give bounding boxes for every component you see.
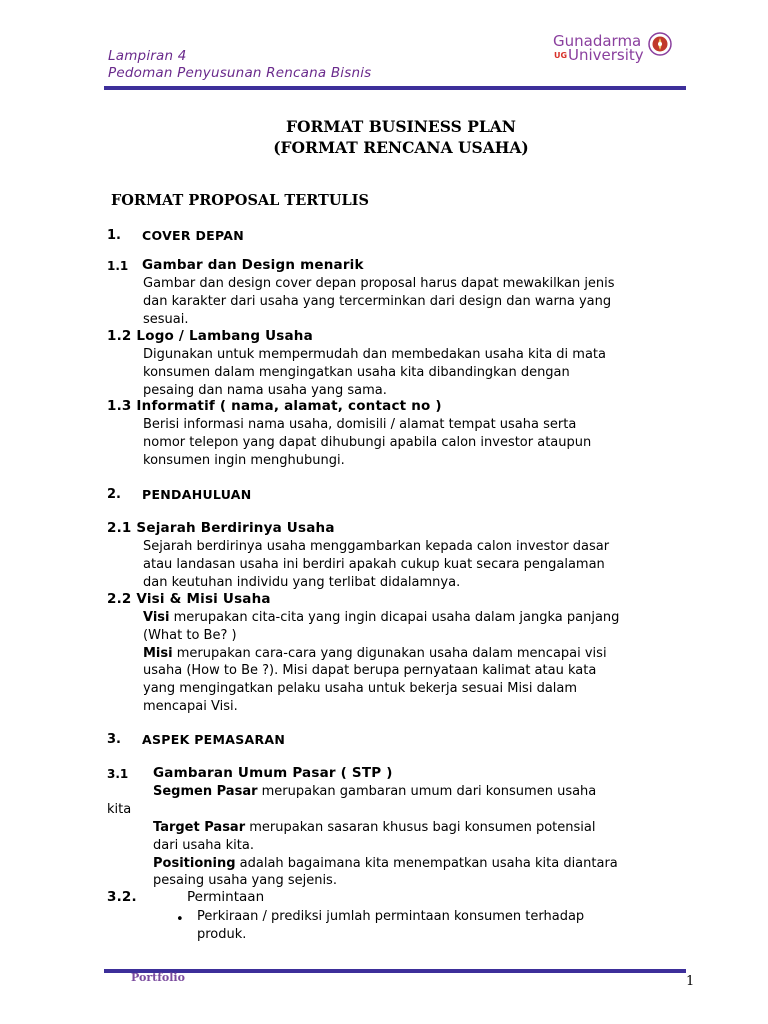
text-line: mencapai Visi. — [143, 698, 238, 714]
target-text — [153, 819, 696, 890]
logo-text-ug: UG — [554, 51, 568, 60]
header-appendix: Lampiran 4 — [108, 48, 187, 64]
section-1-1-number: 1.1 — [107, 259, 129, 273]
visi-line — [143, 609, 696, 627]
segmen-line1 — [143, 783, 696, 801]
section-3-2-title: Permintaan — [187, 889, 265, 905]
text-line: atau landasan usaha ini berdiri apakah cukup kuat secara pengalaman — [143, 556, 605, 572]
permintaan-bullet-text — [197, 908, 696, 944]
misi-line — [143, 645, 696, 663]
text-line: sesuai. — [143, 311, 189, 327]
text-line: konsumen ingin menghubungi. — [143, 452, 345, 468]
text-line: Berisi informasi nama usaha, domisili / alamat tempat usaha serta — [143, 417, 577, 432]
logo-text-university: University — [568, 46, 644, 64]
section-1-1-title: Gambar dan Design menarik — [142, 257, 364, 273]
section-1-title: COVER DEPAN — [142, 228, 245, 243]
positioning-label: Positioning — [153, 855, 236, 871]
page-number: 1 — [686, 974, 695, 989]
section-1-3-title: 1.3 Informatif ( nama, alamat, contact no ) — [107, 398, 442, 414]
text-line: dari usaha kita. — [153, 837, 254, 853]
section-3-1-title: Gambaran Umum Pasar ( STP ) — [153, 765, 393, 781]
university-logo — [553, 32, 673, 64]
text-line: (What to Be? ) — [143, 627, 237, 643]
text-line: Sejarah berdirinya usaha menggambarkan kepada calon investor dasar — [143, 539, 610, 554]
section-3-title: ASPEK PEMASARAN — [142, 732, 286, 747]
segmen-text: merupakan gambaran umum dari konsumen usaha — [257, 784, 597, 799]
positioning-text: adalah bagaimana kita menempatkan usaha kita diantara — [235, 855, 618, 871]
section-2-2-title: 2.2 Visi & Misi Usaha — [107, 591, 271, 607]
text-line: yang mengingatkan pelaku usaha untuk bekerja sesuai Misi dalam — [143, 681, 578, 697]
footer-rule — [104, 969, 686, 973]
section-2-2-text — [143, 609, 696, 716]
doc-title-line1: FORMAT BUSINESS PLAN — [286, 117, 516, 136]
section-3-1-number: 3.1 — [107, 767, 129, 781]
footer-portfolio: Portfolio — [131, 971, 185, 984]
target-text-1: merupakan sasaran khusus bagi konsumen potensial — [245, 820, 596, 835]
visi-text: merupakan cita-cita yang ingin dicapai usaha dalam jangka panjang — [169, 610, 620, 625]
section-1-2-title: 1.2 Logo / Lambang Usaha — [107, 328, 313, 344]
bullet-icon: • — [176, 912, 184, 927]
text-line: usaha (How to Be ?). Misi dapat berupa pernyataan kalimat atau kata — [143, 663, 597, 679]
text-line: Digunakan untuk mempermudah dan membedakan usaha kita di mata — [143, 347, 606, 362]
doc-title-line2: (FORMAT RENCANA USAHA) — [273, 138, 529, 157]
text-line: nomor telepon yang dapat dihubungi apabila calon investor ataupun — [143, 434, 592, 450]
text-line: konsumen dalam mengingatkan usaha kita dibandingkan dengan — [143, 364, 570, 380]
section-2-number: 2. — [107, 487, 121, 502]
visi-label: Visi — [143, 610, 170, 625]
section-2-1-title: 2.1 Sejarah Berdirinya Usaha — [107, 520, 335, 536]
segmen-label: Segmen Pasar — [153, 784, 258, 799]
section-3-2-number: 3.2. — [107, 889, 137, 905]
header-rule — [104, 86, 686, 90]
logo-text-gunadarma: Gunadarma — [553, 32, 642, 50]
segmen-line2: kita — [107, 802, 132, 817]
misi-text: merupakan cara-cara yang digunakan usaha dalam mencapai visi — [172, 645, 607, 661]
section-3-number: 3. — [107, 732, 121, 747]
text-line: dan karakter dari usaha yang tercerminkan dari design dan warna yang — [143, 293, 612, 309]
section-1-3-text — [143, 416, 696, 469]
positioning-line — [153, 855, 696, 873]
section-1-number: 1. — [107, 228, 121, 243]
text-line: pesaing usaha yang sejenis. — [153, 873, 337, 889]
section-1-2-text — [143, 346, 696, 399]
misi-label: Misi — [143, 645, 173, 661]
text-line: Gambar dan design cover depan proposal harus dapat mewakilkan jenis — [143, 276, 615, 291]
proposal-heading: FORMAT PROPOSAL TERTULIS — [111, 192, 369, 209]
target-label: Target Pasar — [153, 820, 246, 835]
text-line: dan keutuhan individu yang terlibat didalamnya. — [143, 574, 461, 590]
text-line: Perkiraan / prediksi jumlah permintaan konsumen terhadap — [197, 909, 585, 924]
header-subtitle: Pedoman Penyusunan Rencana Bisnis — [108, 65, 372, 81]
section-1-1-text — [143, 275, 696, 328]
text-line: produk. — [197, 926, 247, 942]
section-2-title: PENDAHULUAN — [142, 487, 252, 502]
university-seal-icon — [648, 32, 672, 56]
section-2-1-text — [143, 538, 696, 591]
text-line: pesaing dan nama usaha yang sama. — [143, 382, 387, 398]
target-line — [153, 819, 696, 837]
